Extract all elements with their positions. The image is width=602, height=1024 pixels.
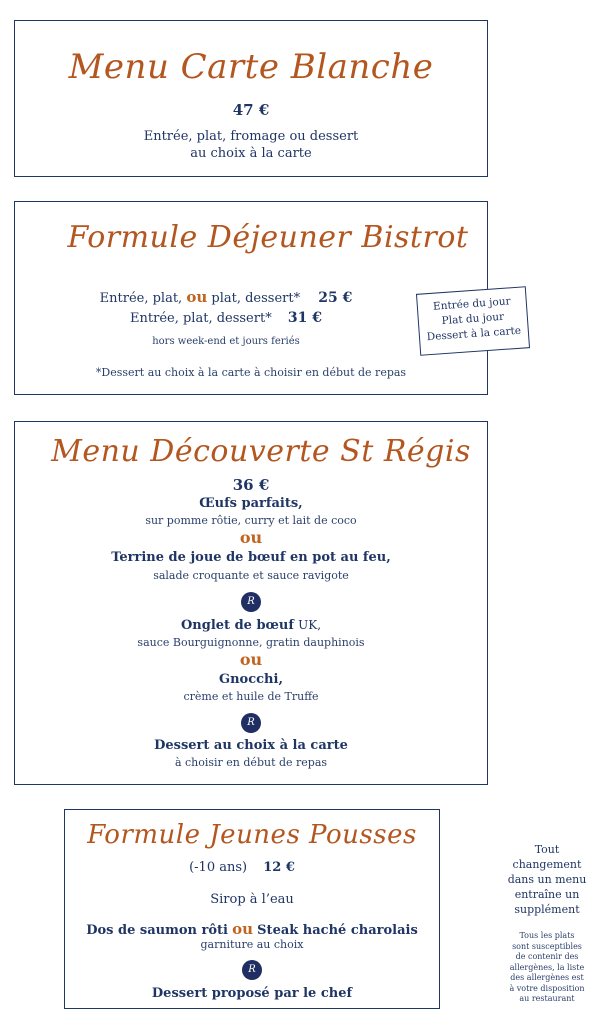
formule-dejeuner-note: hors week-end et jours feriés (152, 336, 300, 347)
side-note-title-line: supplément (514, 903, 580, 916)
formule-jeunes-pousses-dessert: Dessert proposé par le chef (151, 986, 353, 1001)
item3-suffix: UK, (298, 618, 322, 632)
side-note-title-line: Tout (534, 843, 560, 856)
side-note-body-line: de contenir des (515, 952, 579, 961)
row2-text: Entrée, plat, dessert* (130, 311, 272, 326)
menu-decouverte-item1: Œufs parfaits, (199, 496, 303, 511)
row1-price: 25 € (318, 290, 353, 306)
side-note-body-line: allergènes, la liste (509, 962, 585, 972)
main-b: Steak haché charolais (257, 923, 418, 938)
side-note-body-line: des allergènes est (510, 973, 584, 982)
side-note-title-line: entraîne un (514, 888, 580, 901)
menu-decouverte-box (14, 421, 488, 785)
menu-carte-blanche-box (14, 20, 488, 177)
menu-decouverte-item5: Dessert au choix à la carte (154, 738, 348, 753)
age: (-10 ans) (189, 860, 248, 875)
restaurant-logo-icon: R (241, 713, 261, 733)
main-ou: ou (232, 920, 254, 938)
formule-dejeuner-row2 (0, 310, 487, 326)
formule-jeunes-pousses-box (64, 809, 440, 1009)
price: 12 € (263, 860, 295, 875)
menu-carte-blanche-title: Menu Carte Blanche (68, 47, 434, 87)
menu-decouverte-item3 (15, 618, 487, 633)
menu-decouverte-title: Menu Découverte St Régis (51, 434, 471, 469)
side-note-title (500, 842, 594, 917)
side-note-title-line: changement (512, 858, 582, 871)
side-note-body-line: au restaurant (519, 994, 575, 1003)
row1-text-b: plat, dessert* (211, 291, 301, 306)
formule-jeunes-pousses-drink: Sirop à l’eau (210, 892, 294, 907)
formule-jeunes-pousses-main-desc: garniture au choix (200, 938, 304, 951)
menu-decouverte-item5-desc: à choisir en début de repas (174, 756, 328, 769)
menu-decouverte-ou1: ou (239, 528, 263, 547)
menu-carte-blanche-line1: Entrée, plat, fromage ou dessert (143, 129, 359, 144)
menu-carte-blanche-line2: au choix à la carte (190, 146, 312, 161)
menu-decouverte-item4-desc: crème et huile de Truffe (183, 690, 319, 703)
formule-dejeuner-footnote: *Dessert au choix à la carte à choisir en début de repas (95, 366, 407, 379)
menu-decouverte-item4: Gnocchi, (219, 672, 283, 687)
side-note-body-line: Tous les plats (519, 931, 575, 940)
row2-price: 31 € (287, 310, 322, 326)
main-a: Dos de saumon rôti (86, 923, 228, 938)
menu-decouverte-item2-desc: salade croquante et sauce ravigote (153, 569, 349, 582)
row1-text-a: Entrée, plat, (99, 291, 183, 306)
formule-dejeuner-title: Formule Déjeuner Bistrot (67, 220, 469, 255)
menu-carte-blanche-price: 47 € (232, 101, 270, 119)
formule-jeunes-pousses-age-price (45, 860, 439, 875)
tag-line-3: Dessert à la carte (426, 324, 522, 344)
formule-jeunes-pousses-title: Formule Jeunes Pousses (87, 820, 417, 850)
side-note-body-line: sont susceptibles (512, 941, 582, 951)
item3-name: Onglet de bœuf (180, 618, 294, 633)
restaurant-logo-icon: R (242, 960, 262, 980)
side-note-body (500, 931, 594, 1005)
menu-decouverte-item1-desc: sur pomme rôtie, curry et lait de coco (145, 514, 357, 527)
menu-decouverte-ou2: ou (239, 650, 263, 669)
formule-dejeuner-row1 (0, 288, 487, 306)
restaurant-logo-icon: R (241, 592, 261, 612)
row1-ou: ou (186, 288, 208, 306)
formule-dejeuner-tag (416, 286, 530, 356)
menu-decouverte-item3-desc: sauce Bourguignonne, gratin dauphinois (137, 636, 365, 649)
side-note-title-line: dans un menu (507, 873, 587, 886)
menu-decouverte-price: 36 € (232, 476, 270, 494)
tag-line-2: Plat du jour (441, 310, 505, 328)
side-note (500, 842, 594, 1005)
menu-decouverte-item2: Terrine de joue de bœuf en pot au feu, (111, 550, 391, 565)
tag-line-1: Entrée du jour (432, 295, 511, 313)
side-note-body-line: à votre disposition (509, 983, 585, 993)
formule-jeunes-pousses-main (65, 920, 439, 938)
